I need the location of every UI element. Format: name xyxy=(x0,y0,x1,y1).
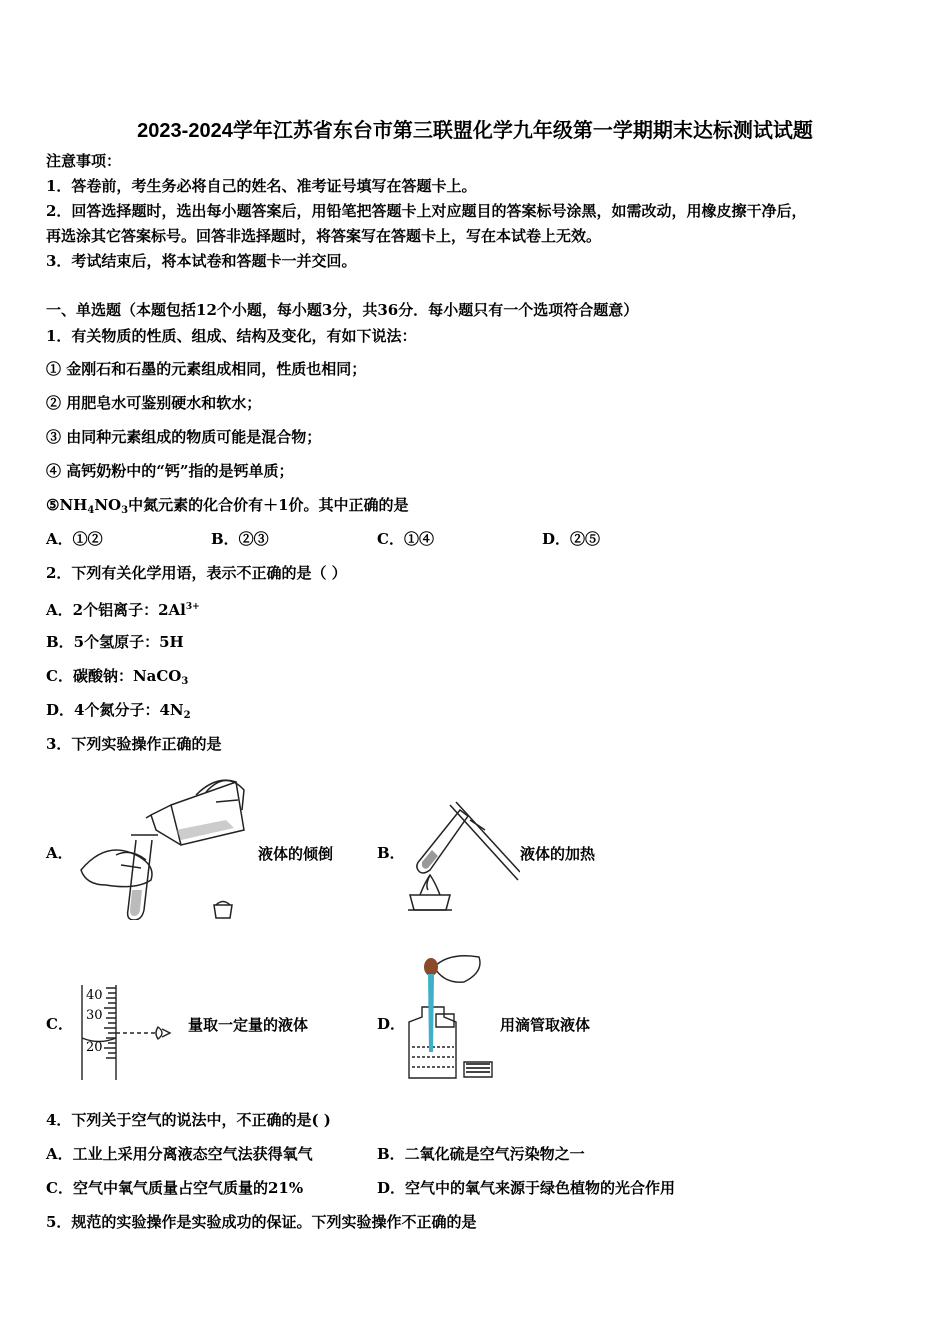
note-3: 3．考试结束后，将本试卷和答题卡一并交回。 xyxy=(46,252,357,270)
q3-option-a: A． xyxy=(46,844,73,862)
q1-s5-sub2: 3 xyxy=(121,505,129,516)
q4-stem: 4．下列关于空气的说法中，不正确的是( ) xyxy=(46,1111,331,1129)
notes-heading: 注意事项： xyxy=(46,152,122,170)
cyl-tick-40: 40 xyxy=(86,988,103,1003)
q4-option-d: D．空气中的氧气来源于绿色植物的光合作用 xyxy=(377,1179,676,1197)
cyl-tick-20: 20 xyxy=(86,1040,103,1055)
note-2b: 再选涂其它答案标号。回答非选择题时，将答案写在答题卡上，写在本试卷上无效。 xyxy=(46,227,602,245)
cyl-tick-30: 30 xyxy=(86,1008,103,1023)
note-1: 1．答卷前，考生务必将自己的姓名、准考证号填写在答题卡上。 xyxy=(46,177,477,195)
pouring-liquid-illustration xyxy=(76,770,251,920)
q5-stem: 5．规范的实验操作是实验成功的保证。下列实验操作不正确的是 xyxy=(46,1213,477,1231)
q1-option-a: A．①② xyxy=(46,530,103,548)
q3-option-b: B． xyxy=(377,844,405,862)
q3-label-c: 量取一定量的液体 xyxy=(188,1016,309,1034)
q3-option-c: C． xyxy=(46,1015,73,1033)
q1-statement-3: ③ 由同种元素组成的物质可能是混合物； xyxy=(46,428,322,446)
q4-option-a: A．工业上采用分离液态空气法获得氧气 xyxy=(46,1145,313,1163)
q3-label-d: 用滴管取液体 xyxy=(500,1016,591,1034)
q3-option-d: D． xyxy=(377,1015,406,1033)
q1-statement-1: ① 金刚石和石墨的元素组成相同，性质也相同； xyxy=(46,360,367,378)
q1-stem: 1．有关物质的性质、组成、结构及变化，有如下说法： xyxy=(46,327,417,345)
q1-option-c: C．①④ xyxy=(377,530,434,548)
q1-statement-4: ④ 高钙奶粉中的“钙”指的是钙单质； xyxy=(46,462,294,480)
note-2a: 2．回答选择题时，选出每小题答案后，用铅笔把答题卡上对应题目的答案标号涂黑，如需改动，用橡皮擦干净后， xyxy=(46,202,807,220)
q1-s5-pre: ⑤NH xyxy=(46,496,88,514)
q3-stem: 3．下列实验操作正确的是 xyxy=(46,735,222,753)
q2-a-sup: 3+ xyxy=(185,602,200,612)
q2-c-text: C．碳酸钠：NaCO xyxy=(46,667,182,685)
q2-option-d xyxy=(46,700,191,726)
q1-option-b: B．②③ xyxy=(211,530,269,548)
q3-label-a: 液体的倾倒 xyxy=(258,845,334,863)
q2-d-text: D．4个氮分子：4N xyxy=(46,701,184,719)
dropper-illustration xyxy=(404,952,496,1082)
q2-stem: 2．下列有关化学用语，表示不正确的是（ ） xyxy=(46,564,347,582)
heating-liquid-illustration xyxy=(400,800,520,920)
q2-option-c xyxy=(46,666,188,692)
q1-statement-5 xyxy=(46,495,409,521)
q2-d-sub: 2 xyxy=(183,710,191,721)
q1-option-d: D．②⑤ xyxy=(542,530,601,548)
q2-a-text: A．2个铝离子：2Al xyxy=(46,601,186,619)
q2-option-a xyxy=(46,597,200,620)
q1-s5-mid: NO xyxy=(94,496,122,514)
q1-statement-2: ② 用肥皂水可鉴别硬水和软水； xyxy=(46,394,262,412)
q3-label-b: 液体的加热 xyxy=(520,845,596,863)
q1-s5-sub1: 4 xyxy=(87,505,95,516)
q2-option-b: B．5个氢原子：5H xyxy=(46,633,184,651)
page-title: 2023-2024学年江苏省东台市第三联盟化学九年级第一学期期末达标测试试题 xyxy=(137,120,813,142)
q1-s5-post: 中氮元素的化合价有＋1价。其中正确的是 xyxy=(128,496,409,514)
q4-option-b: B．二氧化硫是空气污染物之一 xyxy=(377,1145,585,1163)
q4-option-c: C．空气中氧气质量占空气质量的21% xyxy=(46,1179,304,1197)
section-heading: 一、单选题（本题包括12个小题，每小题3分，共36分．每小题只有一个选项符合题意） xyxy=(46,301,639,319)
q2-c-sub: 3 xyxy=(181,676,189,687)
